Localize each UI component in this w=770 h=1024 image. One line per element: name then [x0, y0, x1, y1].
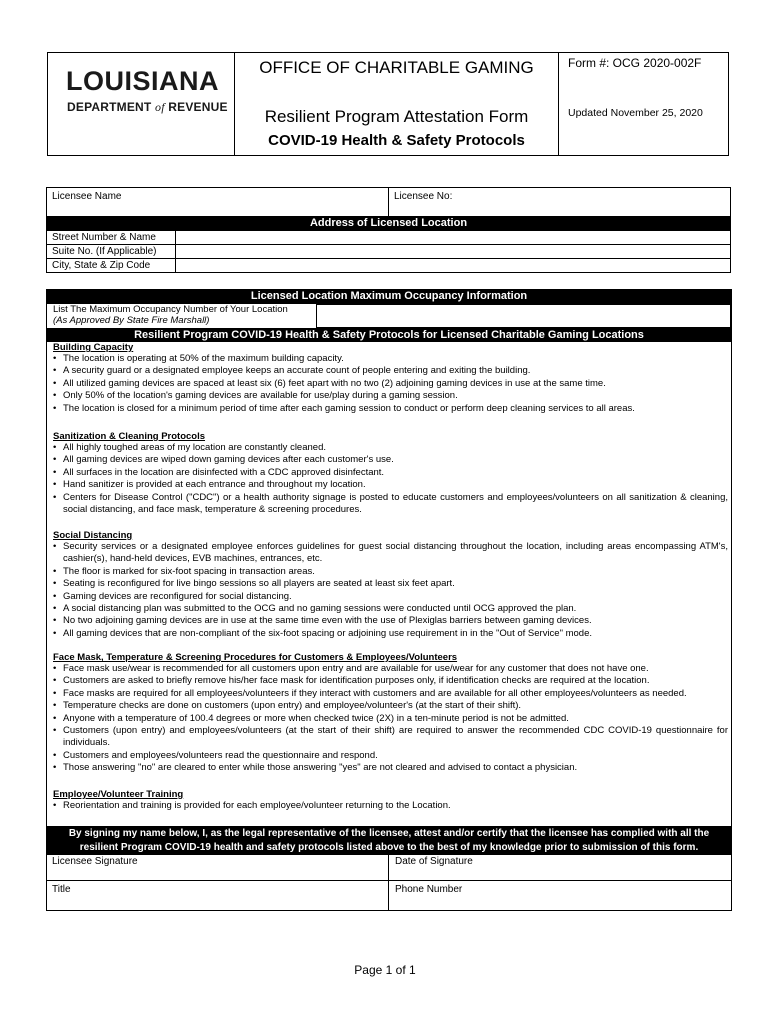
- checklist-item: • Gaming devices are reconfigured for social distancing.: [53, 591, 728, 603]
- title-label: Title: [52, 884, 71, 895]
- suite-input[interactable]: [175, 244, 731, 259]
- checklist-item: • Centers for Disease Control ("CDC") or a health authority signage is posted to educate customers and employees/volunteers on all sanitization & cleaning, social distancing, and face mask, temperature & screening procedures.: [53, 492, 728, 517]
- section-title: Face Mask, Temperature & Screening Procedures for Customers & Employees/Volunteers: [53, 652, 458, 663]
- attestation-line1: By signing my name below, I, as the legal representative of the licensee, attest and/or certify that the licensee has complied with all the: [68, 828, 710, 839]
- section-title: Sanitization & Cleaning Protocols: [53, 431, 206, 442]
- section-training: [53, 789, 728, 812]
- section-title: Employee/Volunteer Training: [53, 789, 184, 800]
- occupancy-text: [53, 304, 288, 326]
- phone-number-field[interactable]: [389, 881, 731, 910]
- section-face-mask: [53, 652, 728, 775]
- checklist-item: • Customers (upon entry) and employees/volunteers (at the start of their shift) are required to answer the recommended CDC COVID-19 questionnaire for individuals.: [53, 725, 728, 750]
- checklist-item: • No two adjoining gaming devices are in use at the same time even with the use of Plexiglas barriers between gaming devices.: [53, 615, 728, 627]
- checklist-item: • All gaming devices are wiped down gaming devices after each customer's use.: [53, 454, 728, 466]
- checklist-item: • Customers and employees/volunteers read the questionnaire and respond.: [53, 750, 728, 762]
- checklist-item: • Only 50% of the location's gaming devices are available for use/play during a gaming session.: [53, 390, 728, 402]
- licensee-name-label: Licensee Name: [52, 191, 122, 202]
- occupancy-input[interactable]: [316, 304, 731, 328]
- section-sanitization: [53, 431, 728, 516]
- section-title: Social Distancing: [53, 530, 133, 541]
- occupancy-line2: (As Approved By State Fire Marshall): [53, 315, 210, 326]
- logo-box: [47, 52, 235, 156]
- title-field[interactable]: [47, 881, 387, 910]
- section-building: [53, 342, 728, 415]
- attestation-line2: resilient Program COVID-19 health and safety protocols listed above to the best of my knowledge prior to submission of this form.: [79, 842, 699, 853]
- occupancy-heading: Licensed Location Maximum Occupancy Information: [46, 289, 732, 304]
- checklist-item: • The floor is marked for six-foot spacing in transaction areas.: [53, 566, 728, 578]
- checklist-item: • Reorientation and training is provided for each employee/volunteer returning to the Location.: [53, 800, 728, 812]
- form-subtitle: COVID-19 Health & Safety Protocols: [268, 132, 525, 149]
- checklist-item: • Anyone with a temperature of 100.4 degrees or more when checked twice (2X) in a ten-minute period is not be admitted.: [53, 713, 728, 725]
- signature-date-field[interactable]: [389, 856, 731, 880]
- address-heading: Address of Licensed Location: [46, 216, 731, 231]
- street-label-cell: [46, 230, 176, 245]
- licensee-signature-label: Licensee Signature: [52, 856, 138, 867]
- checklist-item: • Customers are asked to briefly remove his/her face mask for identification purposes only, if identification checks are required at the location.: [53, 675, 728, 687]
- updated-date: Updated November 25, 2020: [568, 107, 703, 119]
- form-number: Form #: OCG 2020-002F: [568, 56, 702, 70]
- form-number-box: [558, 52, 729, 156]
- checklist-item: • Temperature checks are done on customers (upon entry) and employee/volunteer's (at the start of their shift).: [53, 700, 728, 712]
- licensee-no-label: Licensee No:: [394, 191, 453, 202]
- section-title: Building Capacity: [53, 342, 134, 353]
- licensee-name-field[interactable]: [46, 187, 389, 217]
- protocols-heading: Resilient Program COVID-19 Health & Safety Protocols for Licensed Charitable Gaming Locations: [46, 328, 732, 342]
- logo-department: DEPARTMENT of REVENUE: [67, 100, 228, 114]
- checklist-item: • All utilized gaming devices are spaced at least six (6) feet apart with no two (2) adjoining gaming devices in use at the same time.: [53, 378, 728, 390]
- attestation-bar: [46, 826, 732, 855]
- logo-wordmark: LOUISIANA: [66, 66, 219, 96]
- licensee-signature-field[interactable]: [47, 856, 387, 880]
- checklist-item: • All surfaces in the location are disinfected with a CDC approved disinfectant.: [53, 467, 728, 479]
- checklist-item: • Face mask use/wear is recommended for all customers upon entry and are available for use/wear for any customer that does not have one.: [53, 663, 728, 675]
- checklist-item: • The location is operating at 50% of the maximum building capacity.: [53, 353, 728, 365]
- occupancy-line1: List The Maximum Occupancy Number of Your Location: [53, 304, 288, 315]
- suite-label-cell: [46, 244, 176, 259]
- street-input[interactable]: [175, 230, 731, 245]
- page-number: Page 1 of 1: [354, 963, 416, 977]
- checklist-item: • All gaming devices that are non-compliant of the six-foot spacing or adjoining use requirement in in the "Out of Service" mode.: [53, 628, 728, 640]
- checklist-item: • Those answering "no" are cleared to enter while those answering "yes" are not cleared and advised to contact a physician.: [53, 762, 728, 774]
- form-title: Resilient Program Attestation Form: [264, 107, 529, 126]
- city-label: City, State & Zip Code: [52, 260, 151, 271]
- signature-date-label: Date of Signature: [395, 856, 473, 867]
- city-input[interactable]: [175, 258, 731, 273]
- checklist-item: • All highly toughed areas of my location are constantly cleaned.: [53, 442, 728, 454]
- suite-label: Suite No. (If Applicable): [52, 246, 157, 257]
- city-label-cell: [46, 258, 176, 273]
- checklist-item: • A security guard or a designated employee keeps an accurate count of people entering and exiting the building.: [53, 365, 728, 377]
- checklist-item: • The location is closed for a minimum period of time after each gaming session to conduct or perform deep cleaning services to all areas.: [53, 403, 728, 415]
- checklist-item: • A social distancing plan was submitted to the OCG and no gaming sessions were conducted until OCG approved the plan.: [53, 603, 728, 615]
- checklist-item: • Face masks are required for all employees/volunteers if they interact with customers and are available for all other employees/volunteers as needed.: [53, 688, 728, 700]
- checklist-item: • Seating is reconfigured for live bingo sessions so all players are seated at least six feet apart.: [53, 578, 728, 590]
- licensee-no-field[interactable]: [388, 187, 731, 217]
- checklist-item: • Security services or a designated employee enforces guidelines for guest social distancing throughout the location, including areas encompassing ATM's, cashier(s), hand-held devices, EVB machines, entrances, etc.: [53, 541, 728, 566]
- checklist-item: • Hand sanitizer is provided at each entrance and throughout my location.: [53, 479, 728, 491]
- section-social-distancing: [53, 530, 728, 640]
- phone-number-label: Phone Number: [395, 884, 463, 895]
- office-title: OFFICE OF CHARITABLE GAMING: [259, 58, 534, 77]
- street-label: Street Number & Name: [52, 232, 156, 243]
- title-box: [234, 52, 559, 156]
